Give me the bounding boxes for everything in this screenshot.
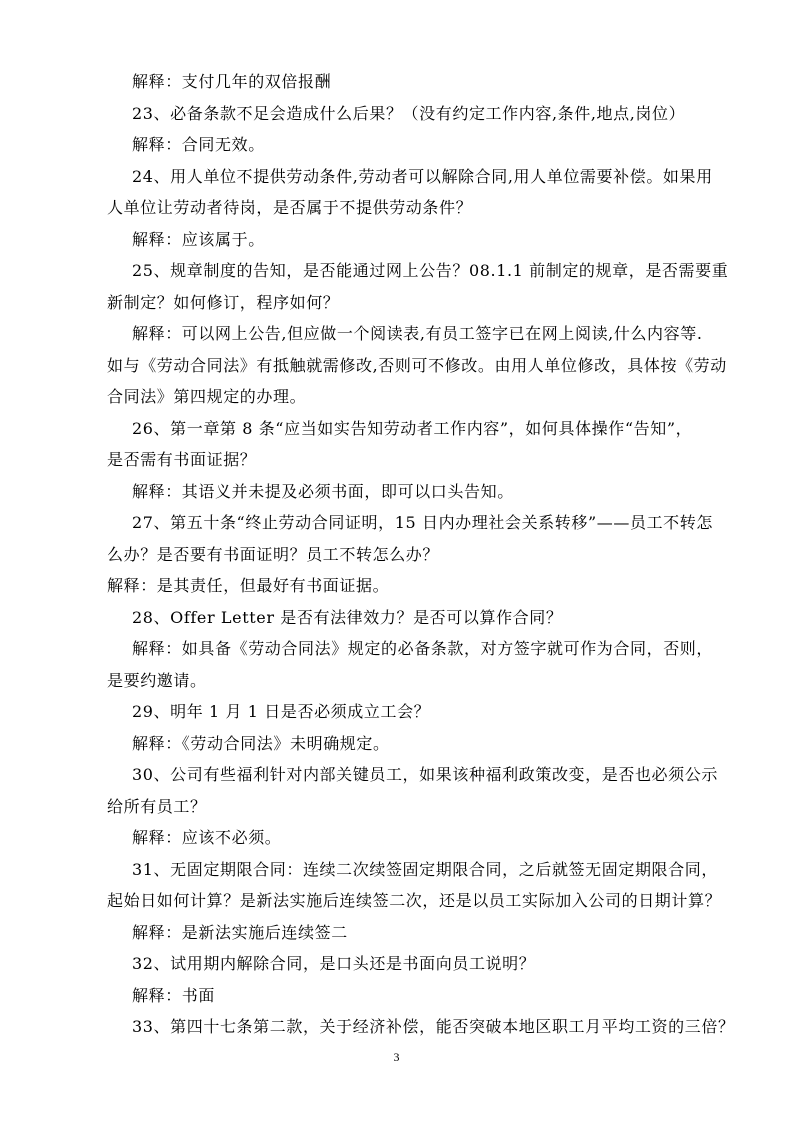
question-25-cont: 新制定？如何修订，程序如何？ xyxy=(107,293,340,312)
question-29: 29、明年 1 月 1 日是否必须成立工会？ xyxy=(132,702,431,721)
answer-28: 解释：如具备《劳动合同法》规定的必备条款，对方签字就可作为合同，否则， xyxy=(132,639,714,658)
text-line: 解释：支付几年的双倍报酬 xyxy=(132,72,332,91)
answer-25-cont: 如与《劳动合同法》有抵触就需修改,否则可不修改。由用人单位修改，具体按《劳动 xyxy=(107,356,727,375)
answer-31: 解释：是新法实施后连续签二 xyxy=(132,923,348,942)
question-24: 24、用人单位不提供劳动条件,劳动者可以解除合同,用人单位需要补偿。如果用 xyxy=(132,167,713,186)
answer-28-cont: 是要约邀请。 xyxy=(107,671,207,690)
question-32: 32、试用期内解除合同，是口头还是书面向员工说明？ xyxy=(132,954,536,973)
question-30-cont: 给所有员工？ xyxy=(107,797,207,816)
page-number: 3 xyxy=(393,1050,400,1064)
answer-32: 解释：书面 xyxy=(132,986,216,1005)
question-27-cont: 么办？是否要有书面证明？员工不转怎么办？ xyxy=(107,545,440,564)
answer-26: 解释：其语义并未提及必须书面，即可以口头告知。 xyxy=(132,482,514,501)
question-31: 31、无固定期限合同：连续二次续签固定期限合同，之后就签无固定期限合同， xyxy=(132,860,718,879)
question-26-cont: 是否需有书面证据？ xyxy=(107,450,257,469)
answer-30: 解释：应该不必须。 xyxy=(132,828,282,847)
question-28: 28、Offer Letter 是否有法律效力？是否可以算作合同？ xyxy=(132,608,563,627)
question-23: 23、必备条款不足会造成什么后果？（没有约定工作内容,条件,地点,岗位） xyxy=(132,104,686,123)
question-33: 33、第四十七条第二款，关于经济补偿，能否突破本地区职工月平均工资的三倍？ xyxy=(132,1017,735,1036)
answer-29: 解释：《劳动合同法》未明确规定。 xyxy=(132,734,390,753)
question-24-cont: 人单位让劳动者待岗，是否属于不提供劳动条件？ xyxy=(107,198,473,217)
answer-23: 解释：合同无效。 xyxy=(132,135,265,154)
answer-24: 解释：应该属于。 xyxy=(132,230,265,249)
question-30: 30、公司有些福利针对内部关键员工，如果该种福利政策改变，是否也必须公示 xyxy=(132,765,718,784)
question-27: 27、第五十条“终止劳动合同证明，15 日内办理社会关系转移”——员工不转怎 xyxy=(132,513,713,532)
question-26: 26、第一章第 8 条“应当如实告知劳动者工作内容”，如何具体操作“告知”， xyxy=(132,419,693,438)
answer-25-cont: 合同法》第四规定的办理。 xyxy=(107,387,307,406)
question-25: 25、规章制度的告知，是否能通过网上公告？08.1.1 前制定的规章，是否需要重 xyxy=(132,261,729,280)
answer-27: 解释：是其责任，但最好有书面证据。 xyxy=(107,576,390,595)
question-31-cont: 起始日如何计算？是新法实施后连续签二次，还是以员工实际加入公司的日期计算？ xyxy=(107,891,722,910)
answer-25: 解释：可以网上公告,但应做一个阅读表,有员工签字已在网上阅读,什么内容等. xyxy=(132,324,703,343)
